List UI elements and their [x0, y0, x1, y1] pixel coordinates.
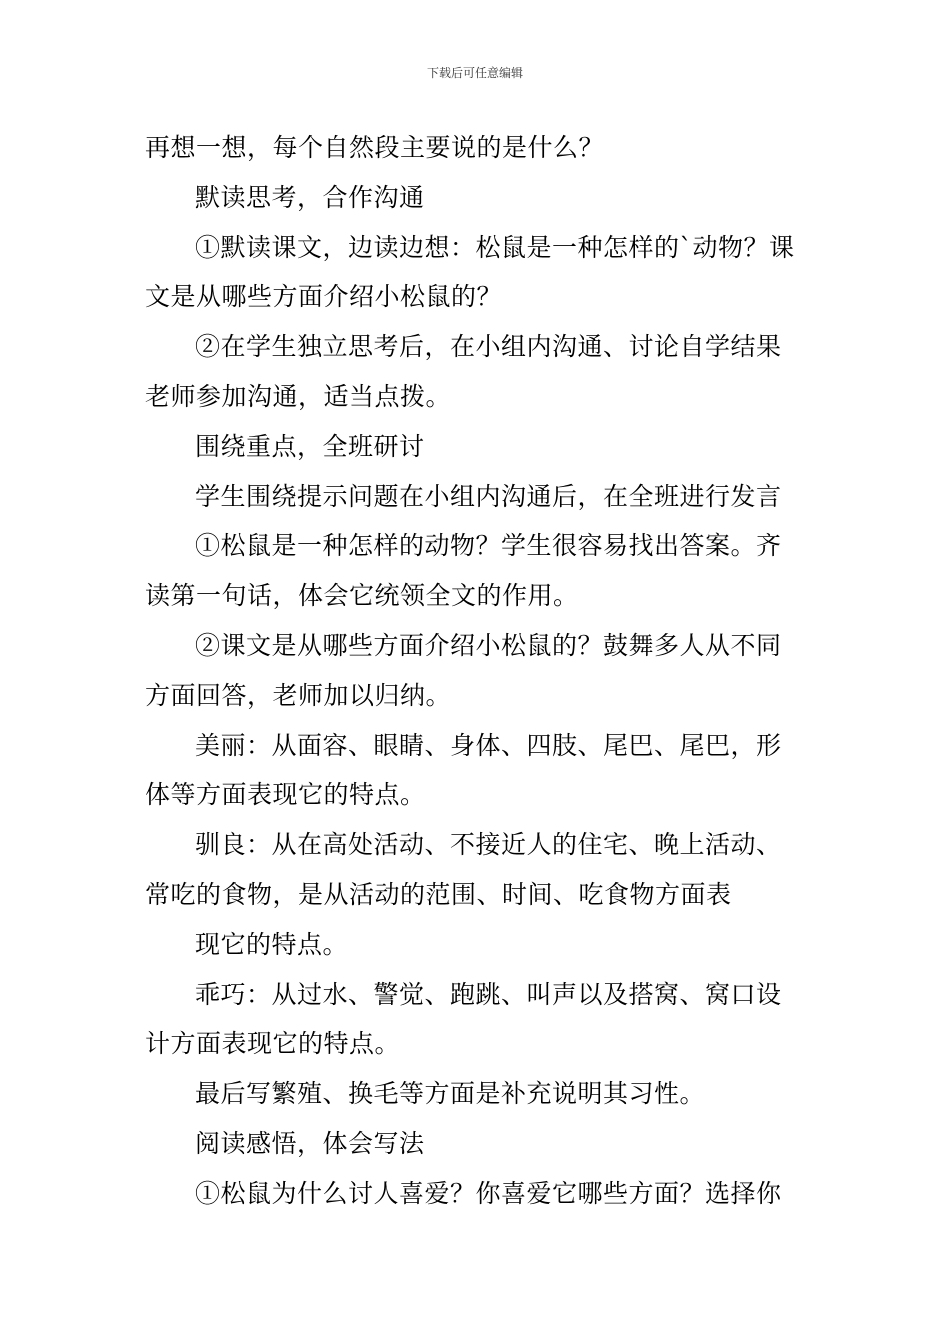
text-line: 老师参加沟通，适当点拨。	[145, 381, 452, 411]
text-line: 美丽：从面容、眼睛、身体、四肢、尾巴、尾巴，形	[195, 730, 782, 760]
text-line: ①默读课文，边读边想：松鼠是一种怎样的`动物？课	[195, 232, 795, 262]
text-line: 驯良：从在高处活动、不接近人的住宅、晚上活动、	[195, 830, 782, 860]
text-line: 方面回答，老师加以归纳。	[145, 680, 452, 710]
text-line: ②课文是从哪些方面介绍小松鼠的？鼓舞多人从不同	[195, 630, 782, 660]
text-line: ①松鼠为什么讨人喜爱？你喜爱它哪些方面？选择你	[195, 1178, 782, 1208]
text-line: 围绕重点，全班研讨	[195, 431, 425, 461]
text-line: 学生围绕提示问题在小组内沟通后，在全班进行发言	[195, 481, 782, 511]
page-header: 下载后可任意编辑	[426, 66, 523, 80]
document-body	[145, 128, 810, 1224]
text-line: ①松鼠是一种怎样的动物？学生很容易找出答案。齐	[195, 531, 782, 561]
text-line: 计方面表现它的特点。	[145, 1029, 401, 1059]
text-line: 体等方面表现它的特点。	[145, 780, 426, 810]
text-line: 常吃的食物，是从活动的范围、时间、吃食物方面表	[145, 879, 732, 909]
text-line: 读第一句话，体会它统领全文的作用。	[145, 581, 579, 611]
text-line: 默读思考，合作沟通	[195, 182, 425, 212]
text-line: 文是从哪些方面介绍小松鼠的？	[145, 282, 503, 312]
text-line: 乖巧：从过水、警觉、跑跳、叫声以及搭窝、窝口设	[195, 979, 782, 1009]
text-line: 最后写繁殖、换毛等方面是补充说明其习性。	[195, 1079, 706, 1109]
text-line: 再想一想，每个自然段主要说的是什么？	[145, 133, 605, 162]
text-line: ②在学生独立思考后，在小组内沟通、讨论自学结果	[195, 332, 782, 362]
text-line: 现它的特点。	[195, 929, 349, 959]
text-line: 阅读感悟，体会写法	[195, 1128, 425, 1158]
